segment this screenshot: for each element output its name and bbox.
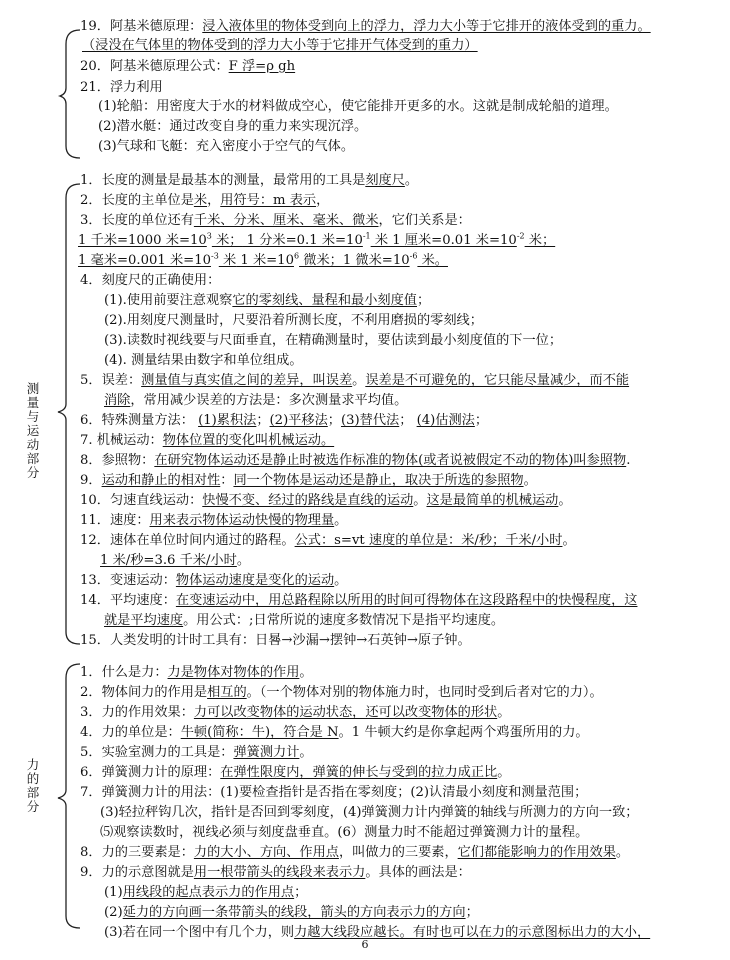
- underlined-text: 用来表示物体运动快慢的物理量: [149, 513, 335, 528]
- brace-measurement: [58, 184, 80, 644]
- text-run: 6．弹簧测力计的原理：: [80, 765, 221, 780]
- underlined-text: 力越大线段应越长: [294, 925, 400, 940]
- text-run: 。: [413, 493, 427, 508]
- underlined-text: 力可以改变物体的运动状态，还可以改变物体的形状: [193, 705, 498, 720]
- underlined-text: 浸入液体里的物体受到向上的浮力，浮力大小等于它排开的液体受到的重力。: [202, 19, 651, 34]
- text-run: 。（一个物体对别的物体施力时，也同时受到后者对它的力）。: [246, 685, 603, 700]
- underlined-text: 1 毫米=0.001 米=10: [78, 253, 211, 268]
- text-run: 3．长度的单位还有: [80, 213, 194, 228]
- text-run: 。: [562, 533, 576, 548]
- text-run: ，常用减少误差的方法是：多次测量求平均值。: [130, 393, 408, 408]
- underlined-text: 它的零刻线、量程和最小刻度值: [232, 293, 417, 308]
- underlined-text: (1)累积法: [198, 413, 257, 428]
- text-run: 。: [615, 845, 630, 860]
- underlined-text: 物体运动速度是变化的运动: [175, 573, 335, 588]
- text-run: 1．什么是力：: [80, 665, 168, 680]
- text-run: 。: [334, 573, 348, 588]
- underlined-text: 米；: [211, 233, 243, 248]
- underlined-text: 快慢不变、经过的路线是直线的运动: [202, 493, 414, 508]
- text-run: 。: [497, 705, 511, 720]
- underlined-text: 1 厘米=0.01 米=10: [388, 233, 517, 248]
- text-run: 。: [334, 513, 348, 528]
- underlined-text: 用线段的起点表示力的作用点: [122, 885, 295, 900]
- underlined-text: 同一个物体是运动还是静止，取决于所选的参照物: [233, 473, 524, 488]
- text-run: 。: [523, 473, 537, 488]
- underlined-text: 刻度尺: [365, 173, 405, 188]
- text-run: 6．特殊测量方法：: [80, 413, 199, 428]
- underlined-text: 力是物体对物体的作用: [167, 665, 300, 680]
- text-run: (2).用刻度尺测量时，尺要沿着所测长度，不利用磨损的零刻线；: [104, 313, 483, 328]
- text-run: 4．刻度尺的正确使用：: [80, 273, 221, 288]
- text-run: (3)气球和飞艇：充入密度小于空气的气体。: [98, 139, 355, 154]
- superscript: -3: [210, 251, 219, 261]
- text-run: (3)若在同一个图中有几个力，则: [104, 925, 295, 940]
- text-run: 3．力的作用效果：: [80, 705, 194, 720]
- underlined-text: 这是最简单的机械运动: [426, 493, 559, 508]
- underlined-text: 就是平均速度: [104, 613, 184, 628]
- text-run: ；: [256, 413, 270, 428]
- text-run: (2): [104, 905, 123, 920]
- brace-top: [60, 30, 80, 158]
- text-run: ；: [465, 905, 479, 920]
- underlined-text: 弹簧测力计: [233, 745, 300, 760]
- underlined-text: 米。: [417, 253, 448, 268]
- underlined-text: 米: [370, 233, 389, 248]
- text-run: (4). 测量结果由数字和单位组成。: [104, 353, 303, 368]
- text-run: 。: [299, 665, 313, 680]
- underlined-text: 在变速运动中，用总路程除以所用的时间可得物体在这段路程中的快慢程度，这: [175, 593, 638, 608]
- underlined-text: (2)平移法: [269, 413, 328, 428]
- text-run: ，: [207, 193, 221, 208]
- underlined-text: 千米、分米、厘米、毫米、微米: [193, 213, 379, 228]
- superscript: 3: [206, 231, 212, 241]
- text-run: 。: [404, 173, 419, 188]
- text-run: 8．力的三要素是：: [80, 845, 194, 860]
- text-run: ；: [474, 413, 489, 428]
- text-run: 。: [236, 553, 250, 568]
- underlined-text: 1 千米=1000 米=10: [78, 233, 207, 248]
- underlined-text: 微米；1 微米=10: [299, 253, 410, 268]
- text-run: 19．阿基米德原理：: [80, 19, 203, 34]
- underlined-text: 用符号：m 表示: [220, 193, 317, 208]
- text-run: (1).使用前要注意观察: [104, 293, 233, 308]
- page-number: 6: [361, 938, 369, 951]
- underlined-text: 1 米/秒=3.6 千米/小时: [100, 553, 237, 568]
- text-run: 。具体的画法是：: [365, 865, 471, 880]
- text-run: 8．参照物：: [80, 453, 155, 468]
- text-run: 。: [497, 765, 511, 780]
- text-run: 5．误差：: [80, 373, 142, 388]
- text-run: 5．实验室测力的工具是：: [80, 745, 234, 760]
- text-run: (2)潜水艇：通过改变自身的重力来实现沉浮。: [98, 119, 368, 134]
- text-run: 。: [558, 493, 572, 508]
- text-run: 7. 机械运动：: [80, 433, 163, 448]
- text-run: 。: [352, 373, 366, 388]
- text-run: ；: [417, 293, 431, 308]
- underlined-text: 测量值与真实值之间的差异，叫误差: [141, 373, 353, 388]
- text-run: 1．长度的测量是最基本的测量，最常用的工具是: [80, 173, 366, 188]
- underlined-text: 物体位置的变化叫机械运动。: [162, 433, 335, 448]
- underlined-text: 用一根带箭头的线段来表示力: [193, 865, 366, 880]
- text-run: .: [626, 453, 631, 468]
- underlined-text: 它们都能影响力的作用效果: [457, 845, 616, 860]
- text-run: 9．力的示意图就是: [80, 865, 194, 880]
- underlined-text: 相互的: [207, 685, 247, 700]
- text-run: 。1 牛顿大约是你拿起两个鸡蛋所用的力。: [338, 725, 589, 740]
- text-run: ，叫做力的三要素，: [338, 845, 458, 860]
- text-run: ；: [294, 885, 308, 900]
- text-run: (3).读数时视线要与尺面垂直，在精确测量时，要估读到最小刻度值的下一位；: [104, 333, 563, 348]
- text-run: 13．变速运动：: [80, 573, 176, 588]
- underlined-text: 公式：s=vt 速度的单位是：米/秒；千米/小时: [294, 533, 563, 548]
- text-run: ：: [220, 473, 234, 488]
- text-run: 21．浮力利用: [80, 80, 163, 95]
- underlined-text: 。有时也可以在力的示意图标出力的大小，: [399, 925, 651, 940]
- underlined-text: F 浮=ρ gh: [228, 59, 296, 74]
- underlined-text: 运动和静止的相对性: [101, 473, 221, 488]
- underlined-text: 牛顿(简称：牛)，符合是 N: [180, 725, 339, 740]
- superscript: -1: [362, 231, 371, 241]
- text-run: ，: [316, 193, 330, 208]
- text-run: 9．: [80, 473, 102, 488]
- text-run: ，它们关系是：: [378, 213, 471, 228]
- underlined-text: 消除: [104, 393, 131, 408]
- text-run: 15．人类发明的计时工具有：日晷→沙漏→摆钟→石英钟→原子钟。: [80, 633, 471, 648]
- underlined-text: （浸没在气体里的物体受到的浮力大小等于它排开气体受到的重力）: [82, 38, 478, 53]
- superscript: -6: [409, 251, 418, 261]
- text-run: 。用公式：;日常所说的速度多数情况下是指平均速度。: [183, 613, 505, 628]
- text-run: (1)轮船：用密度大于水的材料做成空心，使它能排开更多的水。这就是制成轮船的道理。: [98, 99, 618, 114]
- text-run: ；: [327, 413, 341, 428]
- text-run: 11．速度：: [80, 513, 150, 528]
- underlined-text: 力的大小、方向、作用点: [193, 845, 339, 860]
- underlined-text: 1 米=10: [236, 253, 294, 268]
- underlined-text: 延力的方向画一条带箭头的线段，箭头的方向表示力的方向: [122, 905, 466, 920]
- superscript: -2: [516, 231, 525, 241]
- section-label-force: 力 的 部 分: [26, 757, 40, 814]
- text-run: 10．匀速直线运动：: [80, 493, 203, 508]
- underlined-text: (4)估测法: [416, 413, 475, 428]
- text-run: 4．力的单位是：: [80, 725, 181, 740]
- text-run: 2．物体间力的作用是: [80, 685, 208, 700]
- text-run: 12．速体在单位时间内通过的路程。: [80, 533, 295, 548]
- underlined-text: 1 分米=0.1 米=10: [242, 233, 363, 248]
- underlined-text: 米: [193, 193, 208, 208]
- underlined-text: 误差是不可避免的，它只能尽量减少，而不能: [365, 373, 630, 388]
- text-run: 20．阿基米德原理公式：: [80, 59, 229, 74]
- underlined-text: 在研究物体运动还是静止时被选作标准的物体(或者说被假定不动的物体)叫参照物: [154, 453, 627, 468]
- text-run: 14．平均速度：: [80, 593, 176, 608]
- text-run: 2．长度的主单位是: [80, 193, 194, 208]
- underlined-text: 在弹性限度内，弹簧的伸长与受到的拉力成正比: [220, 765, 498, 780]
- text-run: (1): [104, 885, 123, 900]
- underlined-text: 米；: [524, 233, 556, 248]
- underlined-text: 米: [218, 253, 237, 268]
- brace-force: [58, 664, 80, 928]
- text-run: (3)轻拉秤钩几次，指针是否回到零刻度，(4)弹簧测力计内弹簧的轴线与所测力的方向一致；: [100, 805, 639, 820]
- text-run: ⑸观察读数时，视线必须与刻度盘垂直。(6）测量力时不能超过弹簧测力计的量程。: [100, 825, 589, 840]
- text-run: ；: [399, 413, 417, 428]
- text-run: 。: [299, 745, 313, 760]
- superscript: 6: [293, 251, 300, 261]
- underlined-text: (3)替代法: [340, 413, 400, 428]
- section-label-measurement: 测 量 与 运 动 部 分: [26, 381, 40, 480]
- text-run: 7．弹簧测力计的用法：(1)要检查指针是否指在零刻度；(2)认清最小刻度和测量范围；: [80, 785, 588, 800]
